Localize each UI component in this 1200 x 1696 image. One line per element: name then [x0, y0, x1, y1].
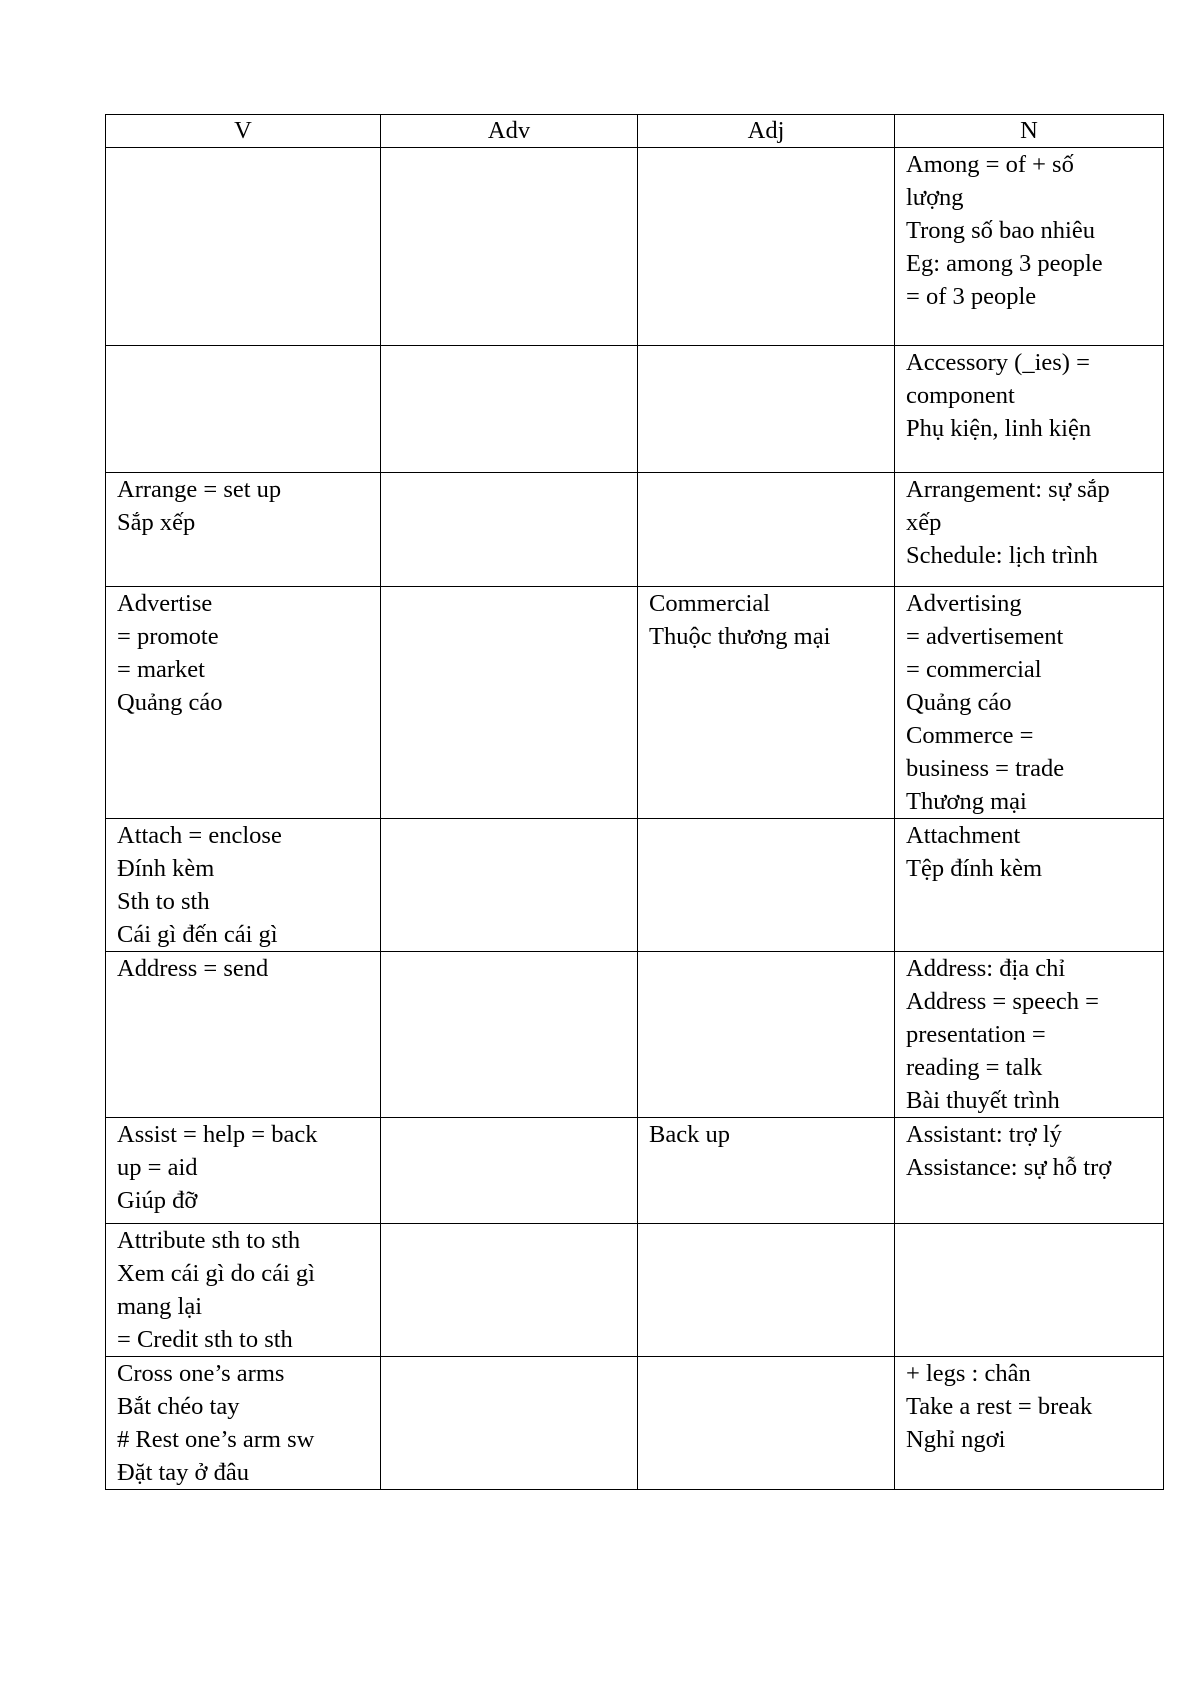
cell-verb: Address = send [106, 952, 381, 1118]
cell-adverb [381, 1118, 638, 1224]
table-row [106, 952, 1164, 1118]
cell-verb: Attach = enclose Đính kèm Sth to sth Cái gì đến cái gì [106, 819, 381, 952]
table-row [106, 1357, 1164, 1490]
header-verb: V [106, 115, 381, 148]
cell-noun: Assistant: trợ lý Assistance: sự hỗ trợ [895, 1118, 1164, 1224]
cell-verb: Assist = help = back up = aid Giúp đỡ [106, 1118, 381, 1224]
cell-adverb [381, 148, 638, 346]
table-row [106, 1118, 1164, 1224]
cell-adverb [381, 587, 638, 819]
cell-adjective [638, 1224, 895, 1357]
cell-noun: Among = of + số lượng Trong số bao nhiêu Eg: among 3 people = of 3 people [895, 148, 1164, 346]
table-row [106, 587, 1164, 819]
cell-verb: Attribute sth to sth Xem cái gì do cái gì mang lại = Credit sth to sth [106, 1224, 381, 1357]
cell-noun: Advertising = advertisement = commercial Quảng cáo Commerce = business = trade Thương mại [895, 587, 1164, 819]
cell-adverb [381, 819, 638, 952]
cell-noun: + legs : chân Take a rest = break Nghỉ ngơi [895, 1357, 1164, 1490]
header-adjective: Adj [638, 115, 895, 148]
cell-verb: Arrange = set up Sắp xếp [106, 473, 381, 587]
cell-adjective [638, 148, 895, 346]
cell-noun: Arrangement: sự sắp xếp Schedule: lịch trình [895, 473, 1164, 587]
cell-adjective: Back up [638, 1118, 895, 1224]
cell-noun: Address: địa chỉ Address = speech = presentation = reading = talk Bài thuyết trình [895, 952, 1164, 1118]
cell-adverb [381, 473, 638, 587]
table-row [106, 1224, 1164, 1357]
cell-verb [106, 148, 381, 346]
cell-noun: Attachment Tệp đính kèm [895, 819, 1164, 952]
cell-adjective [638, 952, 895, 1118]
cell-verb: Cross one’s arms Bắt chéo tay # Rest one’s arm sw Đặt tay ở đâu [106, 1357, 381, 1490]
cell-verb: Advertise = promote = market Quảng cáo [106, 587, 381, 819]
table-row [106, 473, 1164, 587]
cell-noun: Accessory (_ies) = component Phụ kiện, linh kiện [895, 346, 1164, 473]
header-row [106, 115, 1164, 148]
header-adverb: Adv [381, 115, 638, 148]
cell-noun [895, 1224, 1164, 1357]
table-row [106, 819, 1164, 952]
cell-adverb [381, 346, 638, 473]
table-row [106, 148, 1164, 346]
cell-adjective [638, 346, 895, 473]
cell-adjective [638, 1357, 895, 1490]
header-noun: N [895, 115, 1164, 148]
cell-adverb [381, 1224, 638, 1357]
cell-adjective: Commercial Thuộc thương mại [638, 587, 895, 819]
cell-verb [106, 346, 381, 473]
vocabulary-table [105, 114, 1164, 1490]
table-row [106, 346, 1164, 473]
cell-adverb [381, 1357, 638, 1490]
cell-adjective [638, 819, 895, 952]
cell-adjective [638, 473, 895, 587]
cell-adverb [381, 952, 638, 1118]
